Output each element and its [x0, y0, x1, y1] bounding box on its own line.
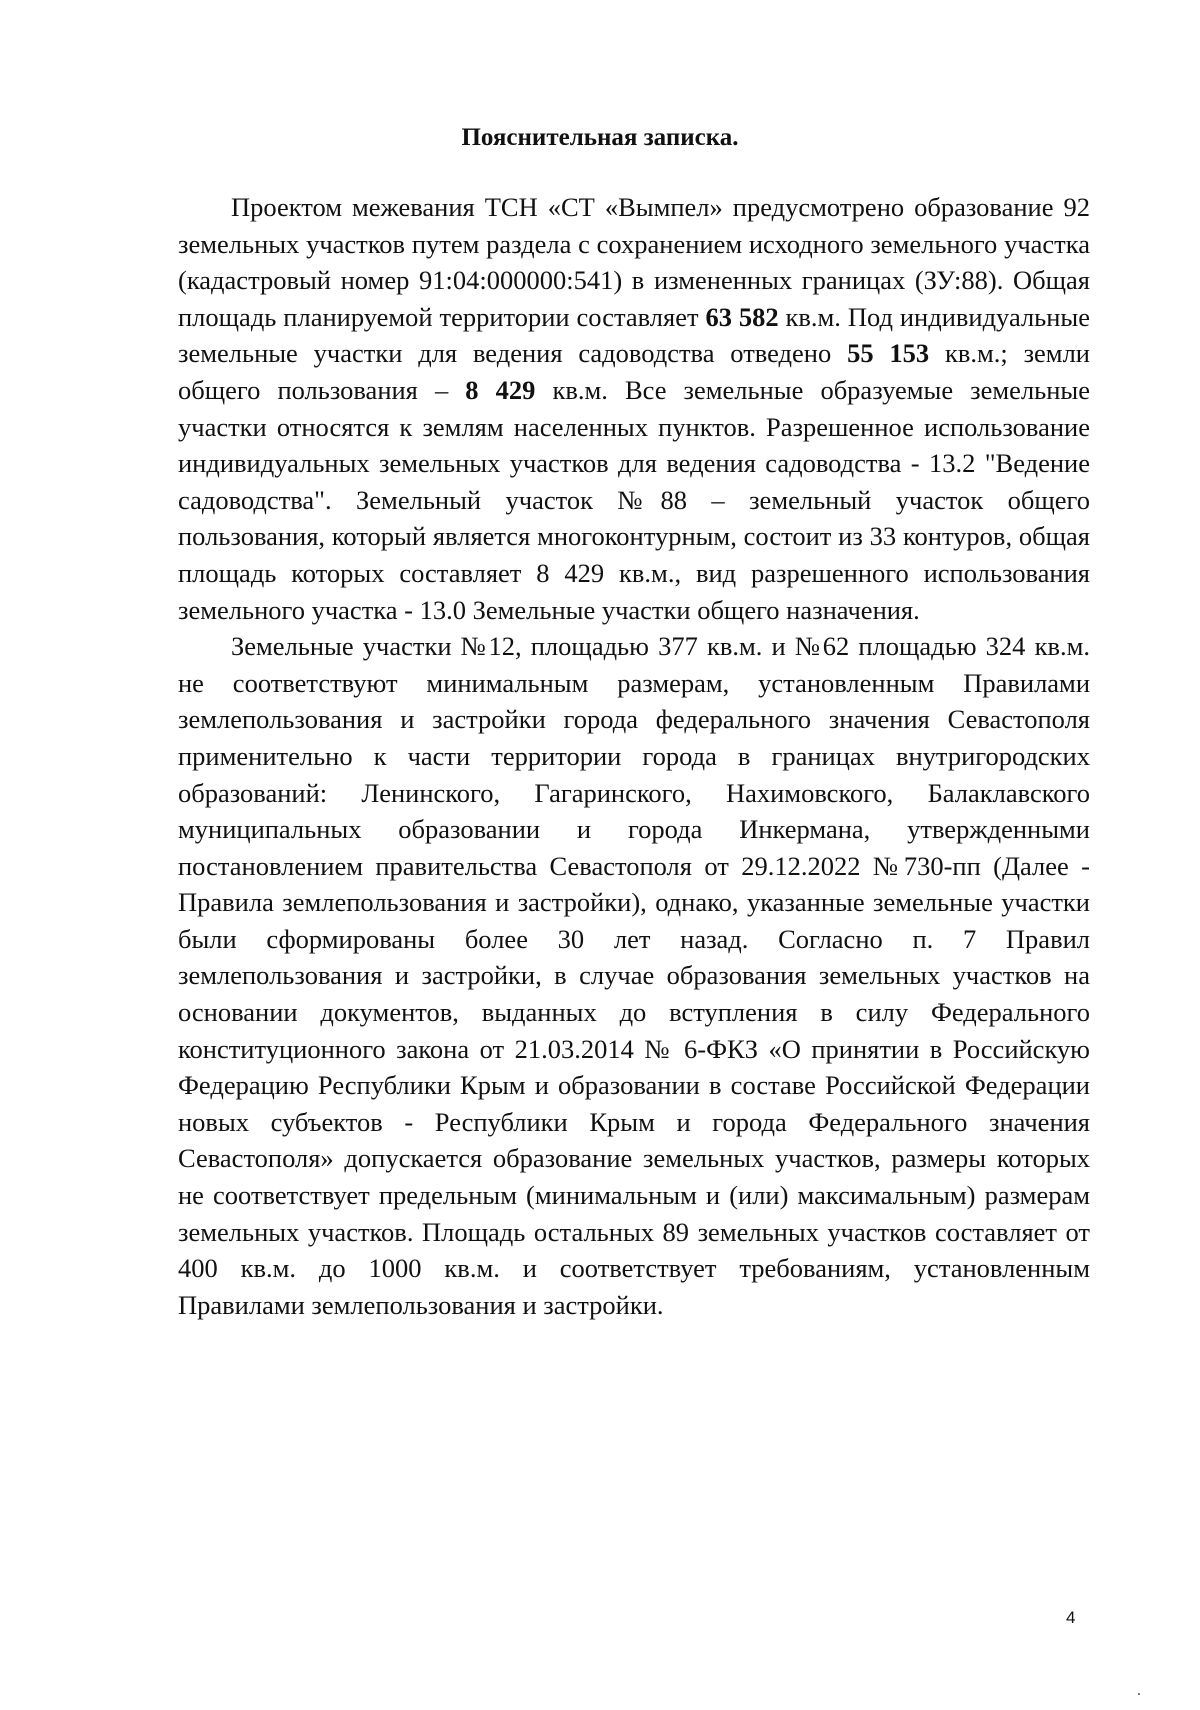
document-title: Пояснительная записка.: [461, 124, 739, 151]
paragraph-text: кв.м.; земли общего пользования –: [178, 338, 1090, 405]
paragraph-text: Проектом межевания ТСН «СТ «Вымпел» предусмотрено образование 92 земельных участков путем раздела с сохранением исходного земельного участка (кадастровый номер 91:04:000000:541) в измененных границах (ЗУ:88). Общая площадь планируемой территории составляет: [178, 192, 1090, 332]
paragraph-text: Земельные участки №12, площадью 377 кв.м. и №62 площадью 324 кв.м. не соответствуют минимальным размерам, установленным Правилами землепользования и застройки города федерального значения Севастополя применительно к части территории города в границах внутригородских образований: Ленинского, Гагаринского, Нахимовского, Балаклавского муниципальных образовании и города Инкермана, утвержденными постановлением правительства Севастополя от 29.12.2022 №730-пп (Далее - Правила землепользования и застройки), однако, указанные земельные участки были сформированы более 30 лет назад. Согласно п. 7 Правил землепользования и застройки, в случае образования земельных участков на основании документов, выданных до вступления в силу Федерального конституционного закона от 21.03.2014 № 6-ФКЗ «О принятии в Российскую Федерацию Республики Крым и образовании в составе Российской Федерации новых субъектов - Республики Крым и города Федерального значения Севастополя» допускается образование земельных участков, размеры которых не соответствует предельным (минимальным и (или) максимальным) размерам земельных участков. Площадь остальных 89 земельных участков составляет от 400 кв.м. до 1000 кв.м. и соответствует требованиям, установленным Правилами землепользования и застройки.: [178, 631, 1090, 1320]
individual-plots-area-value: 55 153: [847, 338, 930, 369]
page-number: 4: [1066, 1608, 1076, 1627]
scan-speck: [1138, 1693, 1140, 1695]
common-use-area-value: 8 429: [465, 374, 536, 405]
paragraph-nonconforming-plots: [178, 628, 1090, 1323]
total-area-value: 63 582: [705, 301, 779, 332]
paragraph-text: кв.м. Все земельные образуемые земельные участки относятся к землям населенных пунктов. Разрешенное использование индивидуальных земельных участков для ведения садоводства - 13.2 "Ведение садоводства". Земельный участок №88 – земельный участок общего пользования, который является многоконтурным, состоит из 33 контуров, общая площадь которых составляет 8 429 кв.м., вид разрешенного использования земельного участка - 13.0 Земельные участки общего назначения.: [178, 374, 1090, 625]
paragraph-project-description: [178, 189, 1090, 628]
paragraph-text: кв.м. Под индивидуальные земельные участки для ведения садоводства отведено: [178, 301, 1090, 369]
document-body: [178, 189, 1090, 1323]
